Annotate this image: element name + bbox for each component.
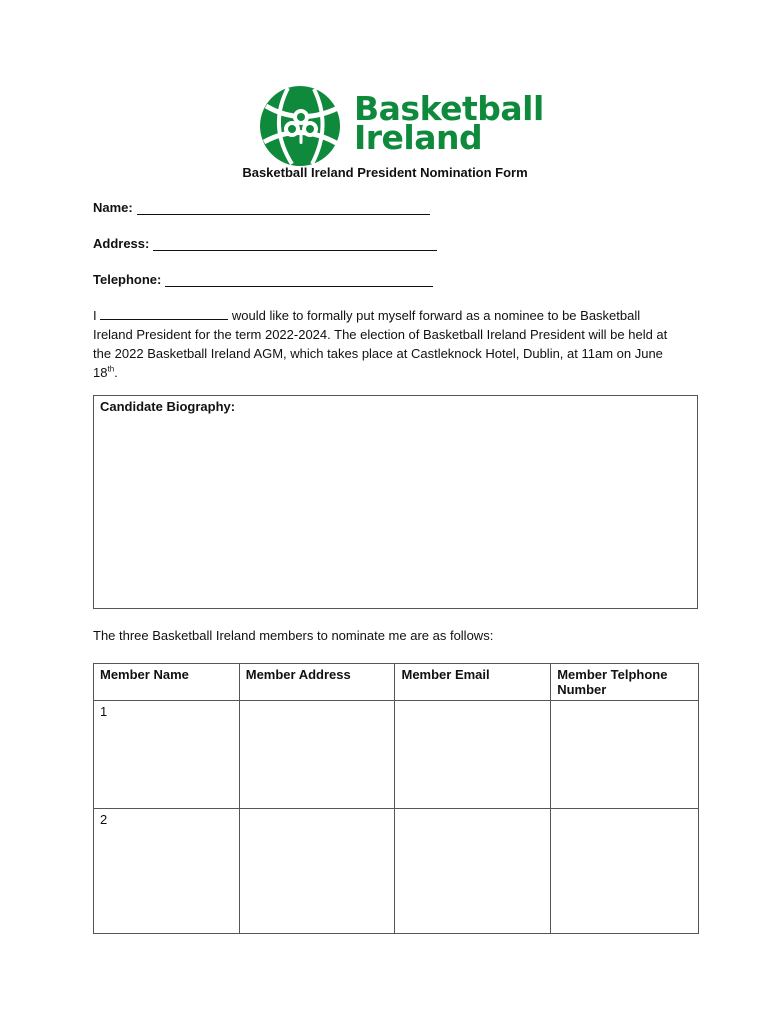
name-input-line[interactable] [137, 202, 430, 215]
row-1-name-cell[interactable] [94, 701, 240, 809]
telephone-input-line[interactable] [165, 274, 433, 287]
row-1-email-cell[interactable] [395, 701, 551, 809]
header-member-name: Member Name [94, 664, 240, 701]
row-2-email-cell[interactable] [395, 809, 551, 934]
telephone-field[interactable] [93, 272, 433, 287]
row-1-address-cell[interactable] [239, 701, 395, 809]
row-number: 2 [100, 812, 108, 827]
table-row [94, 809, 699, 934]
row-2-name-cell[interactable] [94, 809, 240, 934]
row-2-telephone-cell[interactable] [551, 809, 699, 934]
row-number: 1 [100, 704, 108, 719]
statement-sup: th [107, 364, 115, 374]
statement-end: . [114, 365, 118, 380]
candidate-biography-box[interactable] [93, 395, 698, 609]
row-2-address-cell[interactable] [239, 809, 395, 934]
logo-line-2: Ireland [354, 118, 483, 157]
address-input-line[interactable] [153, 238, 437, 251]
address-label: Address: [93, 236, 150, 251]
members-table [93, 663, 699, 934]
address-field[interactable] [93, 236, 437, 251]
nominee-name-blank[interactable] [100, 307, 228, 320]
name-label: Name: [93, 200, 133, 215]
nomination-statement [93, 306, 683, 382]
table-row [94, 701, 699, 809]
candidate-biography-label: Candidate Biography: [100, 399, 236, 414]
statement-prefix: I [93, 308, 97, 323]
row-1-telephone-cell[interactable] [551, 701, 699, 809]
header-member-address: Member Address [239, 664, 395, 701]
header-member-telephone: Member Telphone Number [551, 664, 699, 701]
nominate-instructions: The three Basketball Ireland members to nominate me are as follows: [93, 628, 494, 643]
table-header-row [94, 664, 699, 701]
basketball-shamrock-icon [258, 86, 344, 166]
logo-wordmark [354, 89, 544, 157]
telephone-label: Telephone: [93, 272, 162, 287]
basketball-ireland-logo [258, 86, 544, 166]
logo-line-1: Basketball [354, 89, 544, 128]
form-title: Basketball Ireland President Nomination Form [242, 165, 528, 180]
name-field[interactable] [93, 200, 430, 215]
header-member-email: Member Email [395, 664, 551, 701]
statement-body: would like to formally put myself forward as a nominee to be Basketball Ireland President for the term 2022-2024. The election of Basketball Ireland President will be held at the 2022 Basketball Ireland AGM, which takes place at Castleknock Hotel, Dublin, at 11am on June 18 [93, 308, 668, 380]
